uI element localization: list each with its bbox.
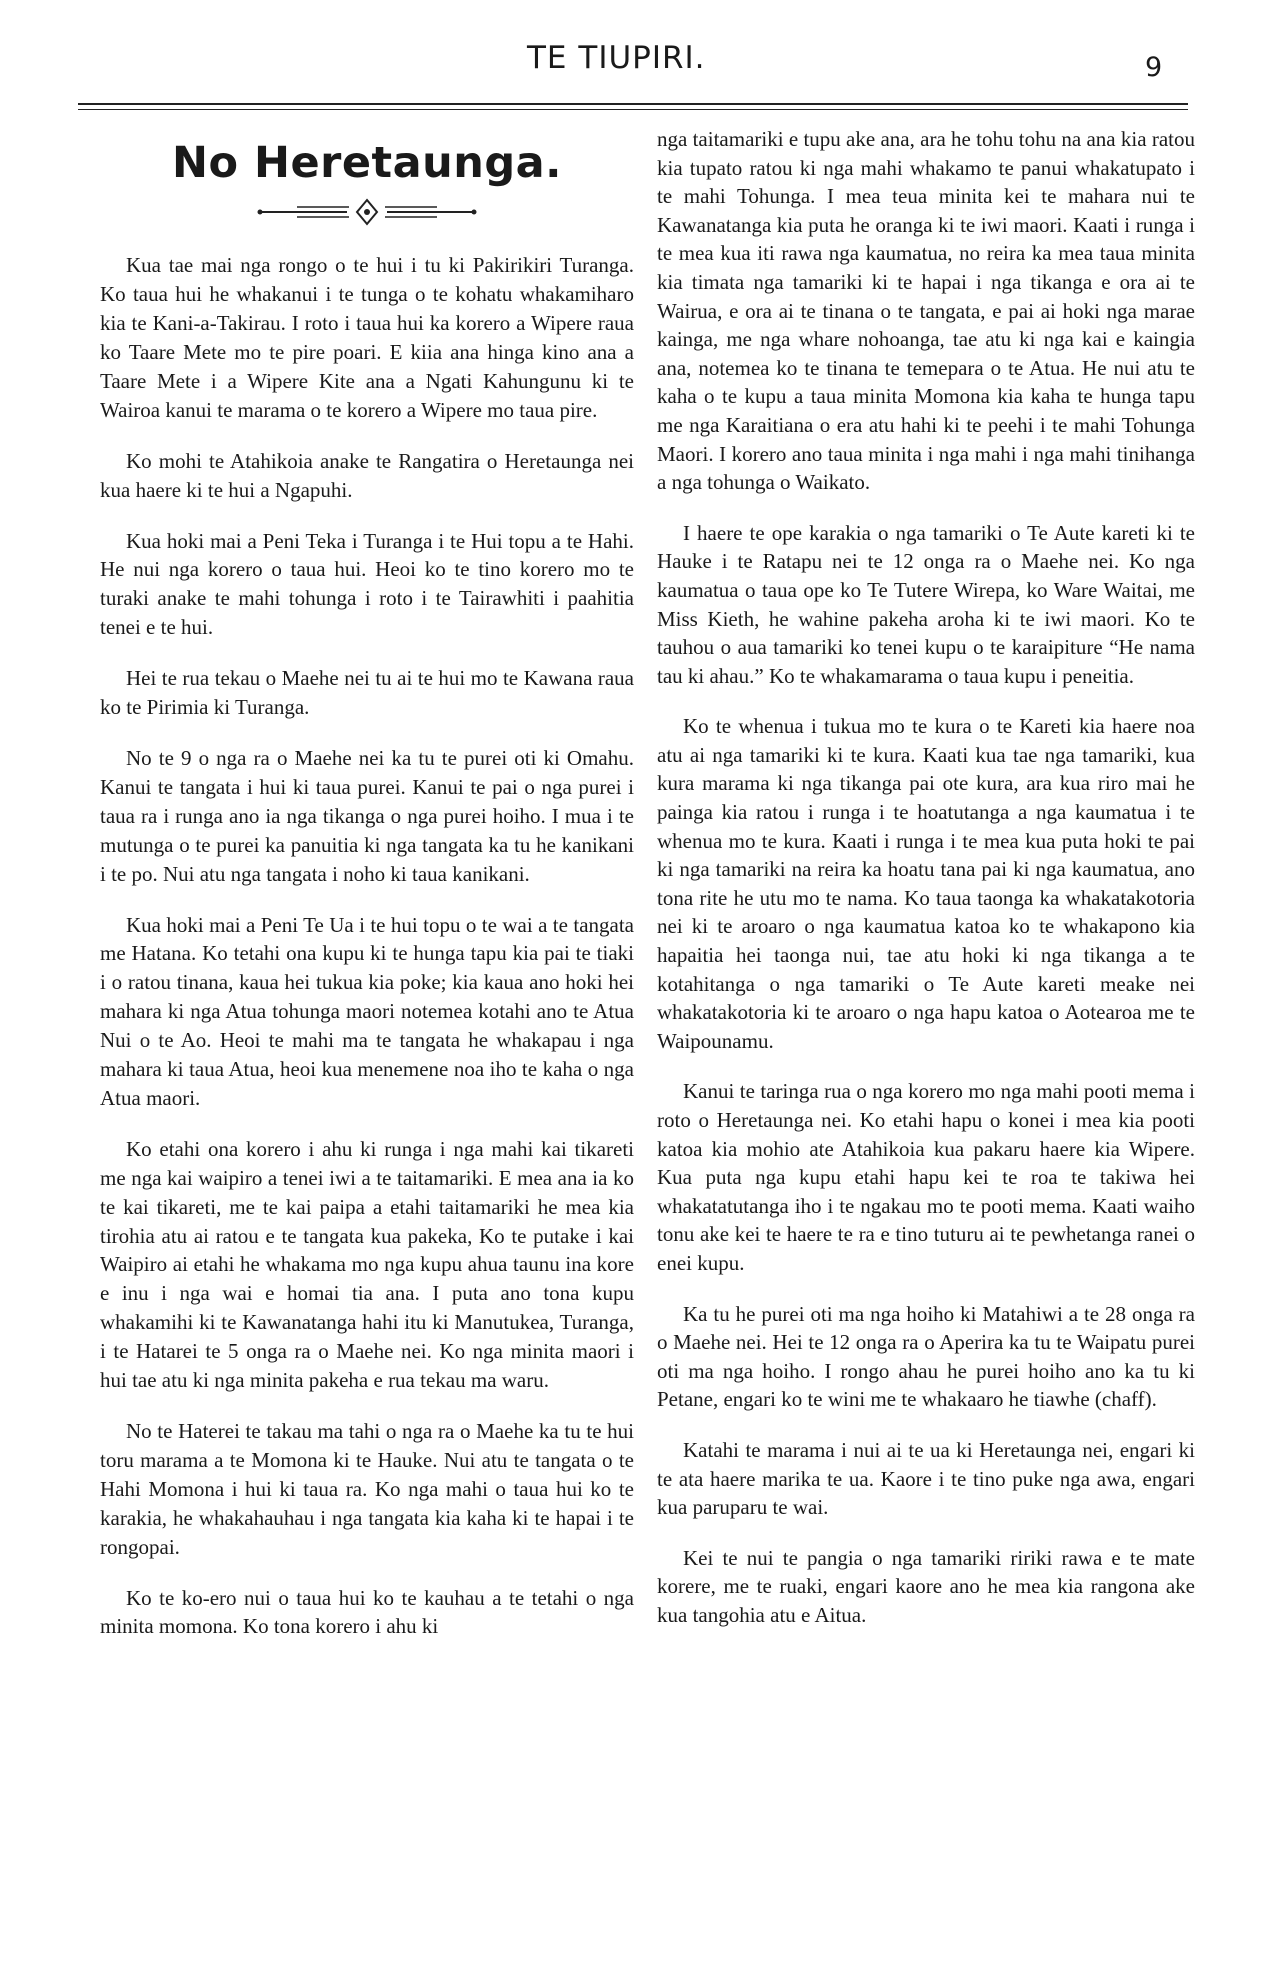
running-title: TE TIUPIRI. bbox=[527, 40, 706, 76]
header-rule-thin bbox=[78, 109, 1188, 110]
paragraph: Ko etahi ona korero i ahu ki runga i nga mahi kai tikareti me nga kai waipiro a tenei iwi a te taitamariki. E mea ana ia ko te kai tikareti, me te kai paipa a etahi taitamariki he mea kia tirohia atu ai ratou e te tangata kua pakeka, Ko te putake i kai Waipiro ai etahi he whakama mo nga kupu ahua taunu ina kore e inu i nga wai e homai tia ana. I puta ano tona kupu whakamihi ki te Kawanatanga hahi itu ki Manutukea, Turanga, i te Hatarei te 5 onga ra o Maehe nei. Ko nga minita maori i hui tae atu ki nga minita pakeha e rua tekau ma waru. bbox=[100, 1136, 634, 1393]
paragraph: Katahi te marama i nui ai te ua ki Heretaunga nei, engari ki te ata haere marika te ua. Kaore i te tino puke nga awa, engari kua paruparu te wai. bbox=[657, 1437, 1195, 1520]
paragraph: Kua tae mai nga rongo o te hui i tu ki Pakirikiri Turanga. Ko taua hui he whakanui i te tunga o te kohatu whakamiharo kia te Kani-a-Takirau. I roto i taua hui ka korero a Wipere raua ko Taare Mete mo te pire poari. E kiia ana hinga kino ana a Taare Mete i a Wipere Kite ana a Ngati Kahungunu ki te Wairoa kanui te marama o te korero a Wipere mo taua pire. bbox=[100, 253, 634, 422]
paragraph: nga taitamariki e tupu ake ana, ara he tohu tohu na ana kia ratou kia tupato ratou ki nga mahi whakamo te panui whakatupato i te mahi Tohunga. I mea teua minita kei te mahara nui te Kawanatanga kia puta he oranga ki te iwi maori. Kaati i runga i te mea kua iti rawa nga kaumatua, no reira ka mea taua minita kia timata nga tamariki ki te hapai i nga tikanga e ora ai te Wairua, e ora ai te tinana o te tangata, e pai ai hoki nga marae kainga, me nga whare nohoanga, tae atu ki nga kai e kaingia ana, notemea ko te tinana te temepara o te Atua. He nui atu te kaha o te kupu a taua minita Momona kia kaha te hunga tapu me nga Karaitiana o era atu hahi ki te peehi i te mahi Tohunga Maori. I korero ano taua minita i nga mahi i nga mahi tinihanga a nga tohunga o Waikato. bbox=[657, 127, 1195, 495]
left-column bbox=[100, 125, 634, 1663]
paragraph: Hei te rua tekau o Maehe nei tu ai te hui mo te Kawana raua ko te Pirimia ki Turanga. bbox=[100, 666, 634, 720]
paragraph: No te 9 o nga ra o Maehe nei ka tu te purei oti ki Omahu. Kanui te tangata i hui ki taua purei. Kanui te pai o nga purei i taua ra i runga ano ia nga tikanga o nga purei hoiho. I mua i te mutunga o te purei ka panuitia ki nga tangata ka tu he kanikani i te po. Nui atu nga tangata i noho ki taua kanikani. bbox=[100, 745, 634, 886]
paragraph: Ko te ko-ero nui o taua hui ko te kauhau a te tetahi o nga minita momona. Ko tona korero i ahu ki bbox=[100, 1585, 634, 1639]
article-title: No Heretaunga. bbox=[172, 138, 562, 188]
paragraph: Kanui te taringa rua o nga korero mo nga mahi pooti mema i roto o Heretaunga nei. Ko etahi hapu o konei i mea kia pooti katoa kia mohio ate Atahikoia kua pakaru haere kia Wipere. Kua puta nga kupu etahi hapu kei te roa te takiwa hei whakatatutanga iho i te ngakau mo te pooti mema. Kaati waiho tonu ake kei te haere te ra e tino tuturu ai te pewhetanga ranei o enei kupu. bbox=[657, 1079, 1195, 1275]
page-number: 9 bbox=[1145, 52, 1163, 83]
paragraph: Ko te whenua i tukua mo te kura o te Kareti kia haere noa atu ai nga tamariki ki te kura. Kaati kua tae nga tamariki, kua kura marama ki nga tikanga pai ote kura, ara kua riro mai he painga kia ratou i runga i te hoatutanga a nga kaumatua i te whenua mo te kura. Kaati i runga i te mea kua puta hoki te pai ki nga tamariki na reira ka hoatu tana pai ki nga kaumatua, ano tona rite he utu mo te nama. Ko taua taonga ka whakatakotoria nei ki te aroaro o nga kaumatua katoa ko te whakapono kia hapaitia hei taonga nui, tae atu hoki ki nga tikanga a te kotahitanga o nga tamariki o Te Aute kareti meake nei whakatakotoria ki te aroaro o nga hapu katoa o Aotearoa me te Waipounamu. bbox=[657, 714, 1195, 1053]
paragraph: Ka tu he purei oti ma nga hoiho ki Matahiwi a te 28 onga ra o Maehe nei. Hei te 12 onga ra o Aperira ka tu te Waipatu purei oti ma nga hoiho. I rongo ahau he purei hoiho ano ka tu ki Petane, engari ko te wini me te whakaaro he tiawhe (chaff). bbox=[657, 1301, 1195, 1412]
paragraph: Ko mohi te Atahikoia anake te Rangatira o Heretaunga nei kua haere ki te hui a Ngapuhi. bbox=[100, 448, 634, 502]
paragraph: I haere te ope karakia o nga tamariki o Te Aute kareti ki te Hauke i te Ratapu nei te 12 onga ra o Maehe nei. Ko nga kaumatua o taua ope ko Te Tutere Wirepa, ko Ware Waitai, me Miss Kieth, he wahine pakeha aroha ki te iwi maori. Ko te tauhou o aua tamariki ko tenei kupu o te karaipiture “He nama tau ki ahau.” Ko te whakamarama o taua kupu i peneitia. bbox=[657, 520, 1195, 688]
running-head bbox=[0, 40, 1280, 83]
header-rule bbox=[78, 103, 1188, 105]
paragraph: No te Haterei te takau ma tahi o nga ra o Maehe ka tu te hui toru marama a te Momona ki te Hauke. Nui atu te tangata o te Hahi Momona i hui ki taua ra. Ko nga mahi o taua hui ko te karakia, he whakahauhau i nga tangata kia kaha ki te hapai i te rongopai. bbox=[100, 1419, 634, 1559]
right-column bbox=[657, 125, 1195, 1652]
paragraph: Kei te nui te pangia o nga tamariki ririki rawa e te mate korere, me te ruaki, engari kaore ano he mea kia rangona ake kua tangohia atu e Aitua. bbox=[657, 1545, 1195, 1627]
paragraph: Kua hoki mai a Peni Teka i Turanga i te Hui topu a te Hahi. He nui nga korero o taua hui. Heoi ko te tino korero mo te turaki anake te mahi tohunga i roto i te Tairawhiti i paahitia tenei e te hui. bbox=[100, 528, 634, 640]
paragraph: Kua hoki mai a Peni Te Ua i te hui topu o te wai a te tangata me Hatana. Ko tetahi ona kupu ki te hunga tapu kia pai te tiaki i o ratou tinana, kaua hei tukua kia poke; kia kaua ano hoki hei mahara ki nga Atua tohunga maori notemea kotahi ano te Atua Nui o te Ao. Heoi te mahi ma te tangata he whakapau i nga mahara ki taua Atua, heoi kua menemene noa iho te kaha o nga Atua maori. bbox=[100, 912, 634, 1110]
title-ornament-icon bbox=[257, 197, 477, 227]
